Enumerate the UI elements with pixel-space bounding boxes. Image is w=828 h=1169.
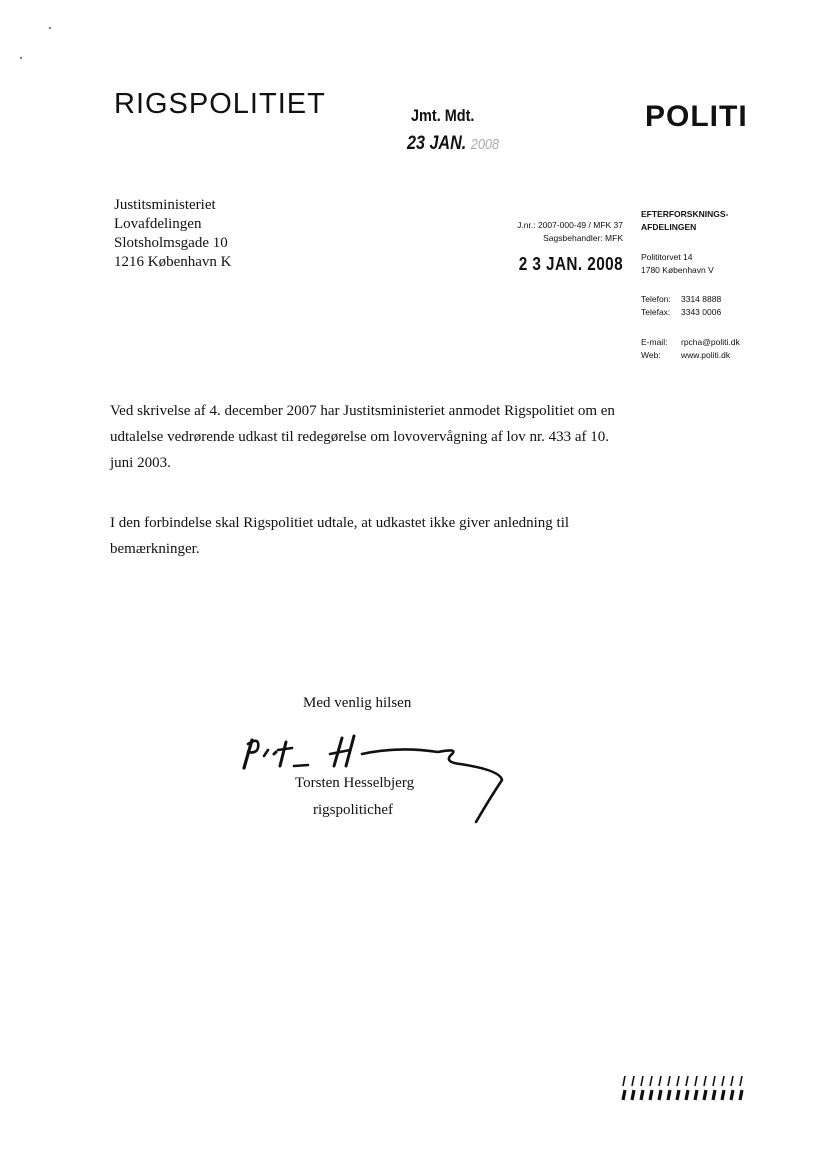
stamp-date-main: 23 JAN. (407, 133, 467, 154)
barcode-bar (713, 1076, 715, 1086)
web-label: Web: (641, 350, 661, 360)
letter-date: 2 3 JAN. 2008 (518, 254, 623, 274)
recipient-line: Slotsholmsgade 10 (114, 235, 228, 251)
barcode-bar (722, 1090, 724, 1100)
barcode-bar (659, 1090, 661, 1100)
scan-speck (20, 57, 22, 59)
web-value: www.politi.dk (681, 350, 731, 360)
signatory-title: rigspolitichef (313, 802, 393, 818)
sender-contact (641, 336, 740, 362)
barcode-bar (731, 1076, 733, 1086)
barcode-bar (659, 1076, 661, 1086)
barcode-bar (722, 1076, 724, 1086)
barcode-bar (632, 1090, 634, 1100)
fax-value: 3343 0006 (681, 307, 722, 317)
barcode-bar (704, 1090, 706, 1100)
barcode-bar (650, 1090, 652, 1100)
barcode-bar (641, 1076, 643, 1086)
barcode-bar (740, 1076, 742, 1086)
body-paragraph-2: I den forbindelse skal Rigspolitiet udtale, at udkastet ikke giver anledning til bemærkninger. (110, 515, 570, 557)
email-label: E-mail: (641, 337, 668, 347)
barcode-graphic (620, 1076, 750, 1102)
barcode-bar (623, 1076, 625, 1086)
organization-name: RIGSPOLITIET (114, 88, 326, 120)
case-handler: Sagsbehandler: MFK (543, 233, 623, 243)
sender-city: 1780 København V (641, 265, 714, 275)
recipient-line: Lovafdelingen (114, 216, 202, 232)
closing-greeting: Med venlig hilsen (303, 695, 412, 711)
fax-label: Telefax: (641, 307, 671, 317)
sender-address (641, 251, 714, 277)
barcode-bar (650, 1076, 652, 1086)
barcode-bar (677, 1090, 679, 1100)
sender-phone-fax (641, 293, 721, 319)
barcode-bar (623, 1090, 625, 1100)
barcode-bar (632, 1076, 634, 1086)
barcode-bar (668, 1076, 670, 1086)
received-stamp-date (407, 133, 499, 155)
barcode-bar (740, 1090, 742, 1100)
barcode-bar (695, 1090, 697, 1100)
journal-number: J.nr.: 2007-000-49 / MFK 37 (517, 220, 623, 230)
phone-label: Telefon: (641, 294, 671, 304)
phone-value: 3314 8888 (681, 294, 722, 304)
barcode-bar (686, 1076, 688, 1086)
department-line: EFTERFORSKNINGS- (641, 209, 729, 219)
recipient-line: 1216 København K (114, 254, 232, 270)
barcode-bar (668, 1090, 670, 1100)
sender-street: Polititorvet 14 (641, 252, 693, 262)
politi-logo: POLITI (645, 100, 748, 133)
email-value: rpcha@politi.dk (681, 337, 740, 347)
stamp-date-faint: 2008 (470, 136, 500, 153)
scan-speck (49, 27, 51, 29)
recipient-line: Justitsministeriet (114, 197, 216, 213)
received-stamp-label: Jmt. Mdt. (411, 106, 475, 125)
barcode-bar (704, 1076, 706, 1086)
barcode-bar (641, 1090, 643, 1100)
sender-department (641, 208, 728, 234)
reference-block (470, 219, 623, 245)
barcode-bar (686, 1090, 688, 1100)
barcode-bar (731, 1090, 733, 1100)
department-line: AFDELINGEN (641, 222, 697, 232)
barcode-bar (695, 1076, 697, 1086)
barcode-bar (713, 1090, 715, 1100)
signatory-name: Torsten Hesselbjerg (295, 775, 415, 791)
barcode-bar (677, 1076, 679, 1086)
recipient-address (114, 196, 231, 272)
body-paragraph-1: Ved skrivelse af 4. december 2007 har Justitsministeriet anmodet Rigspolitiet om en udtalelse vedrørende udkast til redegørelse om lovovervågning af lov nr. 433 af 10. juni 2003. (110, 403, 615, 471)
